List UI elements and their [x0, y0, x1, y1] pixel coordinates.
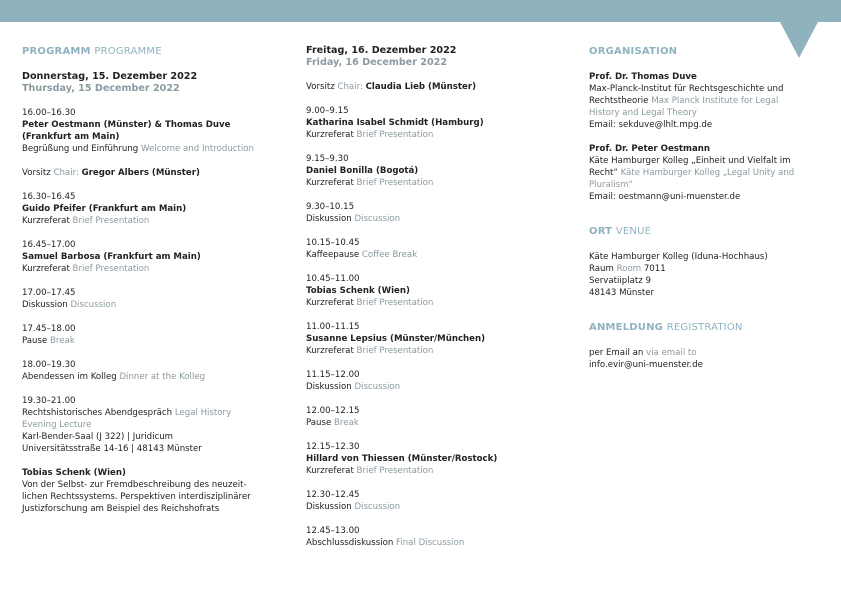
list-item: [22, 239, 262, 275]
list-item: [22, 323, 262, 347]
registration-text-de: per Email an: [589, 348, 644, 358]
lecture-block: [22, 467, 262, 515]
item-time: 12.30–12.45: [306, 490, 360, 500]
item-label-de: Kurzreferat: [22, 264, 70, 274]
registration-email[interactable]: info.evir@uni-muenster.de: [589, 360, 703, 370]
programme-heading-de: PROGRAMM: [22, 46, 91, 57]
venue-room-line: Karl-Bender-Saal (J 322) | Juridicum: [22, 432, 174, 442]
programme-column-thursday: [22, 45, 262, 515]
item-time: 10.45–11.00: [306, 274, 360, 284]
organiser-block: [589, 71, 799, 131]
item-time: 19.30–21.00: [22, 396, 76, 406]
item-time: 18.00–19.30: [22, 360, 76, 370]
item-label-en: Brief Presentation: [356, 466, 434, 476]
organiser-name: Prof. Dr. Thomas Duve: [589, 72, 697, 82]
item-label-de: Kurzreferat: [306, 346, 354, 356]
item-time: 16.30–16.45: [22, 192, 76, 202]
day-title-en: Thursday, 15 December 2022: [22, 83, 180, 94]
item-speaker: Daniel Bonilla (Bogotá): [306, 166, 419, 176]
list-item: [22, 359, 262, 383]
item-speaker: Peter Oestmann (Münster) & Thomas Duve (Frankfurt am Main): [22, 120, 231, 142]
item-label-en: Brief Presentation: [356, 178, 434, 188]
list-item: [22, 191, 262, 227]
list-item: [306, 321, 546, 357]
list-item: [306, 273, 546, 309]
chair-line: [22, 167, 262, 179]
list-item: [22, 107, 262, 155]
venue-heading-de: ORT: [589, 226, 613, 237]
item-label-en: Break: [334, 418, 359, 428]
item-label-en: Brief Presentation: [356, 298, 434, 308]
chair-label-de: Vorsitz: [306, 82, 335, 92]
item-label-de: Kurzreferat: [306, 130, 354, 140]
list-item: [306, 237, 546, 261]
venue-building: Käte Hamburger Kolleg (Iduna-Hochhaus): [589, 252, 768, 262]
programme-heading-en: PROGRAMME: [94, 46, 162, 57]
day-title-de: Donnerstag, 15. Dezember 2022: [22, 71, 198, 82]
venue-street: Servatiiplatz 9: [589, 276, 651, 286]
item-label-de: Kurzreferat: [306, 178, 354, 188]
item-time: 16.00–16.30: [22, 108, 76, 118]
item-time: 11.00–11.15: [306, 322, 360, 332]
list-item: [306, 105, 546, 141]
item-label-en: Dinner at the Kolleg: [119, 372, 206, 382]
organiser-institution-en: Käte Hamburger Kolleg „Legal Unity and Pluralism“: [589, 168, 795, 190]
programme-column-friday: [306, 45, 546, 549]
item-speaker: Tobias Schenk (Wien): [306, 286, 410, 296]
lecture-speaker: Tobias Schenk (Wien): [22, 468, 126, 478]
item-label-de: Diskussion: [22, 300, 68, 310]
item-label-de: Pause: [306, 418, 332, 428]
organiser-name: Prof. Dr. Peter Oestmann: [589, 144, 711, 154]
day-title-en: Friday, 16 December 2022: [306, 57, 447, 68]
programme-heading: [22, 45, 262, 59]
registration-text-en: via email to: [646, 348, 697, 358]
organiser-block: [589, 143, 799, 203]
item-speaker: Susanne Lepsius (Münster/München): [306, 334, 486, 344]
day-title-de: Freitag, 16. Dezember 2022: [306, 45, 457, 56]
item-label-de: Abschlussdiskussion: [306, 538, 394, 548]
organiser-email[interactable]: Email: oestmann@uni-muenster.de: [589, 192, 741, 202]
item-label-de: Abendessen im Kolleg: [22, 372, 117, 382]
item-label-en: Brief Presentation: [72, 216, 150, 226]
item-label-en: Discussion: [354, 214, 401, 224]
item-label-de: Diskussion: [306, 502, 352, 512]
chair-label-en: Chair:: [53, 168, 79, 178]
venue-block: [589, 251, 799, 299]
list-item: [306, 405, 546, 429]
registration-block: [589, 347, 799, 371]
registration-heading: [589, 321, 799, 335]
organiser-institution-en: Max Planck Institute for Legal History and Legal Theory: [589, 96, 779, 118]
item-label-en: Discussion: [70, 300, 117, 310]
item-label-de: Diskussion: [306, 214, 352, 224]
list-item: [306, 525, 546, 549]
list-item: [306, 153, 546, 189]
item-label-de: Kurzreferat: [306, 466, 354, 476]
item-label-en: Brief Presentation: [356, 130, 434, 140]
list-item: [306, 489, 546, 513]
venue-address-line: Universitätsstraße 14-16 | 48143 Münster: [22, 444, 202, 454]
list-item: [306, 201, 546, 225]
chair-line: [306, 81, 546, 93]
item-label-de: Rechtshistorisches Abendgespräch: [22, 408, 173, 418]
day-header: [22, 71, 262, 95]
chair-name: Claudia Lieb (Münster): [365, 82, 476, 92]
item-time: 17.45–18.00: [22, 324, 76, 334]
registration-heading-de: ANMELDUNG: [589, 322, 664, 333]
item-speaker: Hillard von Thiessen (Münster/Rostock): [306, 454, 498, 464]
venue-room-label-en: Room: [616, 264, 642, 274]
venue-heading: [589, 225, 799, 239]
list-item: [22, 395, 262, 455]
organiser-institution-de: Max-Planck-Institut für Rechtsgeschichte und Rechtstheorie: [589, 84, 784, 106]
info-column: [589, 45, 799, 371]
item-label-en: Final Discussion: [396, 538, 465, 548]
item-time: 9.15–9.30: [306, 154, 349, 164]
item-label-de: Kaffeepause: [306, 250, 360, 260]
list-item: [306, 441, 546, 477]
item-time: 17.00–17.45: [22, 288, 76, 298]
item-speaker: Guido Pfeifer (Frankfurt am Main): [22, 204, 187, 214]
item-label-en: Brief Presentation: [72, 264, 150, 274]
item-label-en: Coffee Break: [361, 250, 418, 260]
item-label-en: Discussion: [354, 382, 401, 392]
list-item: [306, 369, 546, 393]
lecture-title-line: Von der Selbst- zur Fremdbeschreibung des neuzeit-: [22, 480, 247, 490]
item-label-en: Discussion: [354, 502, 401, 512]
organiser-email[interactable]: Email: sekduve@lhlt.mpg.de: [589, 120, 713, 130]
item-time: 9.30–10.15: [306, 202, 355, 212]
item-time: 10.15–10.45: [306, 238, 360, 248]
day-header: [306, 45, 546, 69]
item-label-de: Kurzreferat: [22, 216, 70, 226]
venue-city: 48143 Münster: [589, 288, 655, 298]
item-speaker: Katharina Isabel Schmidt (Hamburg): [306, 118, 484, 128]
venue-room-label-de: Raum: [589, 264, 614, 274]
item-time: 9.00–9.15: [306, 106, 349, 116]
organisation-heading: ORGANISATION: [589, 46, 678, 57]
item-label-de: Pause: [22, 336, 48, 346]
item-label-en: Legal History Evening Lecture: [22, 408, 232, 430]
lecture-title-line: Justizforschung am Beispiel des Reichshofrats: [22, 504, 220, 514]
list-item: [22, 287, 262, 311]
item-time: 12.45–13.00: [306, 526, 360, 536]
venue-heading-en: VENUE: [615, 226, 652, 237]
item-label-de: Kurzreferat: [306, 298, 354, 308]
item-label-en: Break: [50, 336, 75, 346]
registration-heading-en: REGISTRATION: [666, 322, 743, 333]
chair-name: Gregor Albers (Münster): [81, 168, 200, 178]
item-label-de: Diskussion: [306, 382, 352, 392]
item-time: 12.00–12.15: [306, 406, 360, 416]
venue-room-number: 7011: [643, 264, 666, 274]
lecture-title-line: lichen Rechtssystems. Perspektiven interdisziplinärer: [22, 492, 251, 502]
item-label-en: Brief Presentation: [356, 346, 434, 356]
item-label-en: Welcome and Introduction: [141, 144, 254, 154]
top-bar: [0, 0, 841, 22]
item-label-de: Begrüßung und Einführung: [22, 144, 139, 154]
item-speaker: Samuel Barbosa (Frankfurt am Main): [22, 252, 201, 262]
item-time: 12.15–12.30: [306, 442, 360, 452]
item-time: 11.15–12.00: [306, 370, 360, 380]
chair-label-en: Chair:: [337, 82, 363, 92]
item-time: 16.45–17.00: [22, 240, 76, 250]
chair-label-de: Vorsitz: [22, 168, 51, 178]
organiser-institution-de: Käte Hamburger Kolleg „Einheit und Vielfalt im Recht“: [589, 156, 791, 178]
